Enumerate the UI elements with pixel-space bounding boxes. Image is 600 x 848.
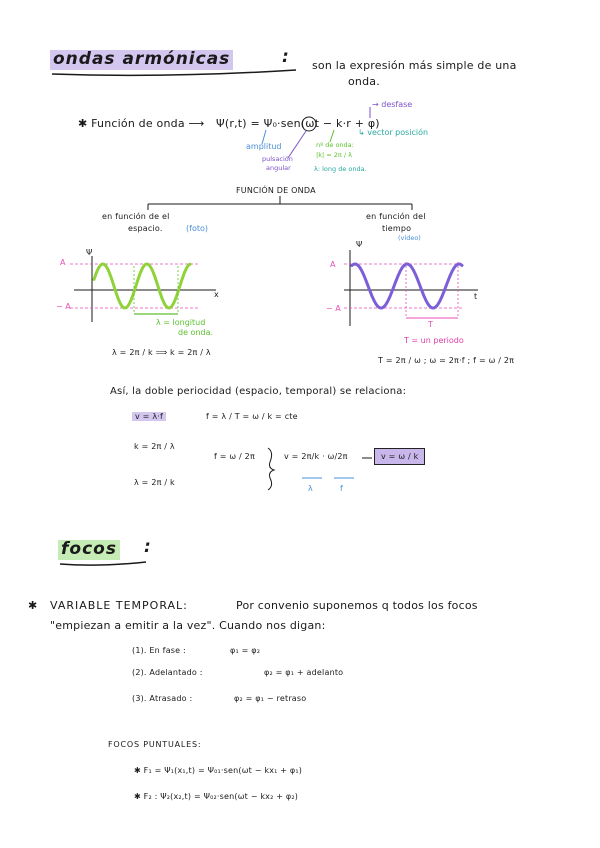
wave-function-prefix: ✱ Función de onda ⟶ [78, 117, 205, 130]
right-branch-line2: tiempo [382, 224, 412, 233]
focos-puntuales-heading: FOCOS PUNTUALES: [108, 740, 202, 749]
foco-1-equation: ✱ F₁ = Ψ₁(x₁,t) = Ψ₀₁·sen(ωt − kx₁ + φ₁) [134, 766, 303, 775]
under-f: f [340, 484, 343, 493]
title-underline [52, 70, 296, 75]
v-expand: v = 2π/k · ω/2π [284, 452, 348, 461]
temporal-text-2: "empiezan a emitir a la vez". Cuando nos digan: [50, 619, 326, 632]
f2-equation: f = ω / 2π [214, 452, 255, 461]
right-amp-neg: − A [326, 304, 341, 313]
section-title-ondas: ondas armónicas [50, 50, 233, 70]
section-subtitle: son la expresión más simple de una [312, 59, 517, 72]
lambda-label-2: de onda. [178, 328, 214, 337]
section-title-focos: focos [58, 540, 120, 560]
lambda-note: λ: long de onda. [314, 165, 367, 173]
relation-brace [268, 448, 274, 490]
item3-label: (3). Atrasado : [132, 694, 193, 703]
amplitud-note: amplitud [246, 142, 282, 151]
k-formula-note: |k| = 2π / λ [316, 151, 352, 159]
under-lambda: λ [308, 484, 313, 493]
item2-label: (2). Adelantado : [132, 668, 203, 677]
wave-function-formula: Ψ(r,t) = Ψ₀·sen(ωt − k·r + φ) [216, 117, 380, 130]
k-arrow [330, 130, 334, 142]
temporal-text-1: Por convenio suponemos q todos los focos [236, 599, 478, 612]
section-title-colon: : [282, 47, 290, 67]
lambda-equation: λ = 2π / k [134, 478, 175, 487]
pulsacion-arrow [288, 131, 306, 158]
n-onda-note: nº de onda: [316, 141, 354, 149]
right-branch-line1: en función del [366, 212, 426, 221]
left-axis-x: x [214, 290, 219, 299]
tree-bracket [148, 196, 412, 210]
left-branch-line2: espacio. [128, 224, 163, 233]
period-label: T = un periodo [404, 336, 464, 345]
section-subtitle-2: onda. [348, 75, 380, 88]
right-relation: T = 2π / ω ; ω = 2π·f ; f = ω / 2π [378, 356, 515, 365]
v-equation: v = λ·f [132, 412, 166, 421]
f-equation: f = λ / T = ω / k = cte [206, 412, 298, 421]
item2-eq: φ₂ = φ₁ + adelanto [264, 668, 344, 677]
left-amp-pos: A [60, 258, 66, 267]
variable-temporal-heading: VARIABLE TEMPORAL: [50, 599, 188, 612]
item3-eq: φ₂ = φ₁ − retraso [234, 694, 307, 703]
right-amp-pos: A [330, 260, 336, 269]
vector-posicion-note: ↳ vector posición [358, 128, 429, 137]
left-branch-line1: en función de el [102, 212, 170, 221]
pulsacion-note: pulsación [262, 155, 293, 163]
period-mark: T [428, 320, 433, 329]
doble-periodicidad-intro: Así, la doble periocidad (espacio, temporal) se relaciona: [110, 386, 407, 397]
angular-note: angular [266, 164, 291, 172]
item1-eq: φ₁ = φ₂ [230, 646, 261, 655]
time-wave-graph [344, 250, 478, 326]
function-header: FUNCIÓN DE ONDA [236, 186, 316, 195]
green-wave [94, 264, 190, 308]
left-relation: λ = 2π / k ⟹ k = 2π / λ [112, 348, 211, 357]
right-axis-y: Ψ [356, 240, 363, 249]
foco-2-equation: ✱ F₂ : Ψ₂(x₂,t) = Ψ₀₂·sen(ωt − kx₂ + φ₂) [134, 792, 299, 801]
space-wave-graph [70, 256, 216, 322]
right-axis-x: t [474, 292, 478, 301]
temporal-star: ✱ [28, 599, 38, 612]
result-box: v = ω / k [374, 448, 425, 465]
item1-label: (1). En fase : [132, 646, 186, 655]
desfase-note: → desfase [372, 100, 413, 109]
right-branch-tag: (vídeo) [398, 234, 421, 242]
k-equation: k = 2π / λ [134, 442, 175, 451]
section-title-focos-colon: : [144, 537, 152, 557]
amplitud-arrow [262, 130, 266, 144]
omega-circle [302, 117, 316, 131]
left-amp-neg: − A [56, 302, 71, 311]
lambda-label-1: λ = longitud [156, 318, 206, 327]
purple-wave [352, 264, 462, 308]
left-branch-tag: (foto) [186, 224, 208, 233]
left-axis-y: Ψ [86, 248, 93, 257]
focos-underline [60, 562, 146, 565]
